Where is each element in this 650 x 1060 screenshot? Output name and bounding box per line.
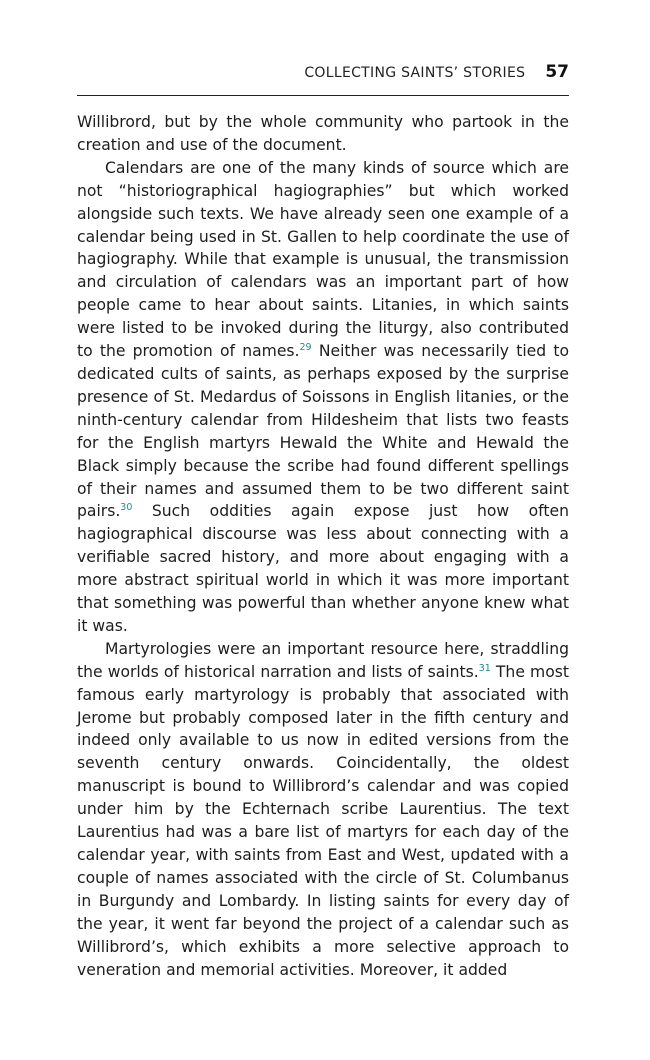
book-page xyxy=(77,62,569,981)
page-number: 57 xyxy=(545,62,569,82)
footnote-marker[interactable]: 30 xyxy=(120,502,133,514)
paragraph-3 xyxy=(77,638,569,982)
paragraph-text: Willibrord, but by the whole community who partook in the creation and use of the document. xyxy=(77,113,569,154)
body-text xyxy=(77,111,569,981)
paragraph-1 xyxy=(77,111,569,157)
footnote-marker[interactable]: 29 xyxy=(299,341,312,353)
paragraph-text: Calendars are one of the many kinds of source which are not “historiographical hagiographies” but which worked alongside such texts. We have already seen one example of a calendar being used in St. Gallen to help coordinate the use of hagiography. While that example is unusual, the transmission and circulation of calendars was an important part of how people came to hear about saints. Litanies, in which saints were listed to be invoked during the liturgy, also contributed to the promotion of names. xyxy=(77,158,569,361)
footnote-marker[interactable]: 31 xyxy=(478,662,491,674)
paragraph-text: Martyrologies were an important resource here, straddling the worlds of historical narration and lists of saints. xyxy=(77,639,569,681)
paragraph-text: Such oddities again expose just how often hagiographical discourse was less about connecting with a verifiable sacred history, and more about engaging with a more abstract spiritual world in which it was more important that something was powerful than whether anyone knew what it was. xyxy=(77,502,569,635)
paragraph-text: Neither was necessarily tied to dedicated cults of saints, as perhaps exposed by the surprise presence of St. Medardus of Soissons in English litanies, or the ninth-century calendar from Hildesheim that lists two feasts for the English martyrs Hewald the White and Hewald the Black simply because the scribe had found different spellings of their names and assumed them to be two different saint pairs. xyxy=(77,342,569,521)
paragraph-2 xyxy=(77,157,569,638)
running-header xyxy=(77,62,569,96)
paragraph-text: The most famous early martyrology is probably that associated with Jerome but probably composed later in the fifth century and indeed only available to us now in edited versions from the seventh century onwards. Coincidentally, the oldest manuscript is bound to Willibrord’s calendar and was copied under him by the Echternach scribe Laurentius. The text Laurentius had was a bare list of martyrs for each day of the calendar year, with saints from East and West, updated with a couple of names associated with the circle of St. Columbanus in Burgundy and Lombardy. In listing saints for every day of the year, it went far beyond the project of a calendar such as Willibrord’s, which exhibits a more selective approach to veneration and memorial activities. Moreover, it added xyxy=(77,662,569,979)
running-title: COLLECTING SAINTS’ STORIES xyxy=(304,65,526,81)
